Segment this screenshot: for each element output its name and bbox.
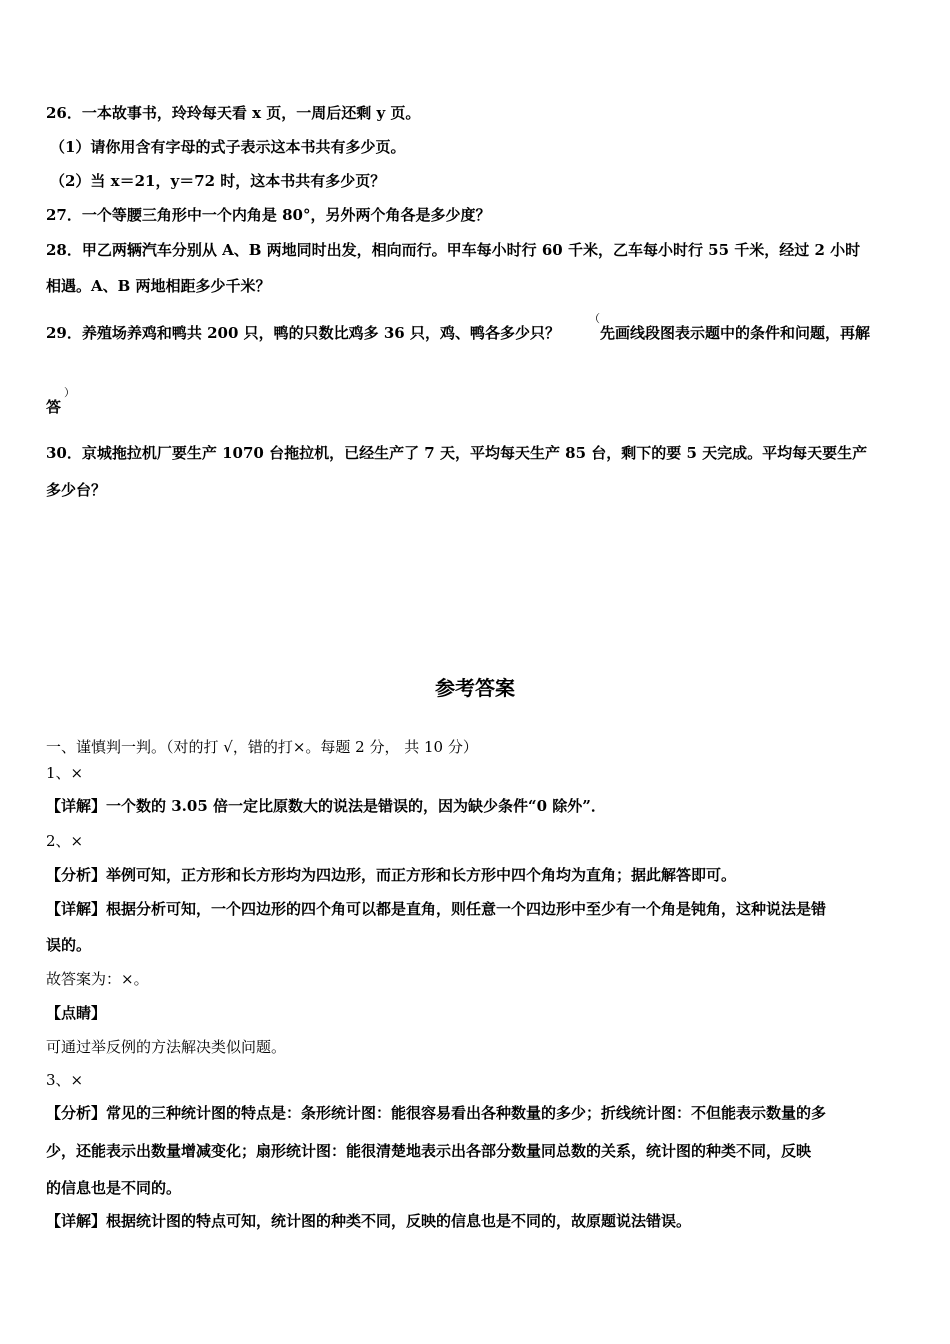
question-29-line-2: 答 [46, 398, 62, 416]
question-26-part-1: （1）请你用含有字母的式子表示这本书共有多少页。 [50, 138, 406, 156]
answer-2-detail-line-1: 【详解】根据分析可知，一个四边形的四个角可以都是直角，则任意一个四边形中至少有一个角是钝角，这种说法是错 [46, 900, 827, 918]
question-29-line-1: 29．养殖场养鸡和鸭共 200 只，鸭的只数比鸡多 36 只，鸡、鸭各多少只？ [46, 324, 560, 342]
answer-2-result: 故答案为：×。 [46, 970, 149, 988]
question-29-line-1-tail: 先画线段图表示题中的条件和问题，再解 [600, 324, 871, 342]
answer-3-detail: 【详解】根据统计图的特点可知，统计图的种类不同，反映的信息也是不同的，故原题说法错误。 [46, 1212, 692, 1230]
question-29-paren-open: （ [589, 312, 600, 325]
answers-title: 参考答案 [435, 676, 515, 700]
question-28-line-1: 28．甲乙两辆汽车分别从 A、B 两地同时出发，相向而行。甲车每小时行 60 千米，乙车每小时行 55 千米，经过 2 小时 [46, 241, 861, 259]
question-30-line-1: 30．京城拖拉机厂要生产 1070 台拖拉机，已经生产了 7 天，平均每天生产 85 台，剩下的要 5 天完成。平均每天要生产 [46, 444, 868, 462]
answer-2-analysis: 【分析】举例可知，正方形和长方形均为四边形，而正方形和长方形中四个角均为直角；据此解答即可。 [46, 866, 737, 884]
answer-3-analysis-line-3: 的信息也是不同的。 [46, 1179, 182, 1197]
answer-3-analysis-line-1: 【分析】常见的三种统计图的特点是：条形统计图：能很容易看出各种数量的多少；折线统计图：不但能表示数量的多 [46, 1104, 827, 1122]
answer-1-detail: 【详解】一个数的 3.05 倍一定比原数大的说法是错误的，因为缺少条件“0 除外”． [46, 797, 606, 815]
section-1-header: 一、谨慎判一判。（对的打 √，错的打×。每题 2 分， 共 10 分） [46, 738, 478, 756]
answer-2-tip: 可通过举反例的方法解决类似问题。 [46, 1038, 287, 1056]
answer-3-analysis-line-2: 少，还能表示出数量增减变化；扇形统计图：能很清楚地表示出各部分数量同总数的关系，统计图的种类不同，反映 [46, 1142, 812, 1160]
question-30-line-2: 多少台？ [46, 481, 107, 499]
answer-3-number: 3、× [46, 1071, 84, 1089]
question-26-part-2: （2）当 x＝21，y＝72 时，这本书共有多少页？ [50, 172, 386, 190]
question-26-stem: 26．一本故事书，玲玲每天看 x 页，一周后还剩 y 页。 [46, 104, 421, 122]
answer-2-detail-line-2: 误的。 [46, 936, 92, 954]
answer-1-number: 1、× [46, 764, 84, 782]
question-27: 27．一个等腰三角形中一个内角是 80°，另外两个角各是多少度？ [46, 206, 491, 224]
answer-2-tip-label: 【点睛】 [46, 1004, 107, 1022]
answer-2-number: 2、× [46, 832, 84, 850]
question-29-paren-close: ） [64, 386, 75, 399]
question-28-line-2: 相遇。A、B 两地相距多少千米？ [46, 277, 271, 295]
